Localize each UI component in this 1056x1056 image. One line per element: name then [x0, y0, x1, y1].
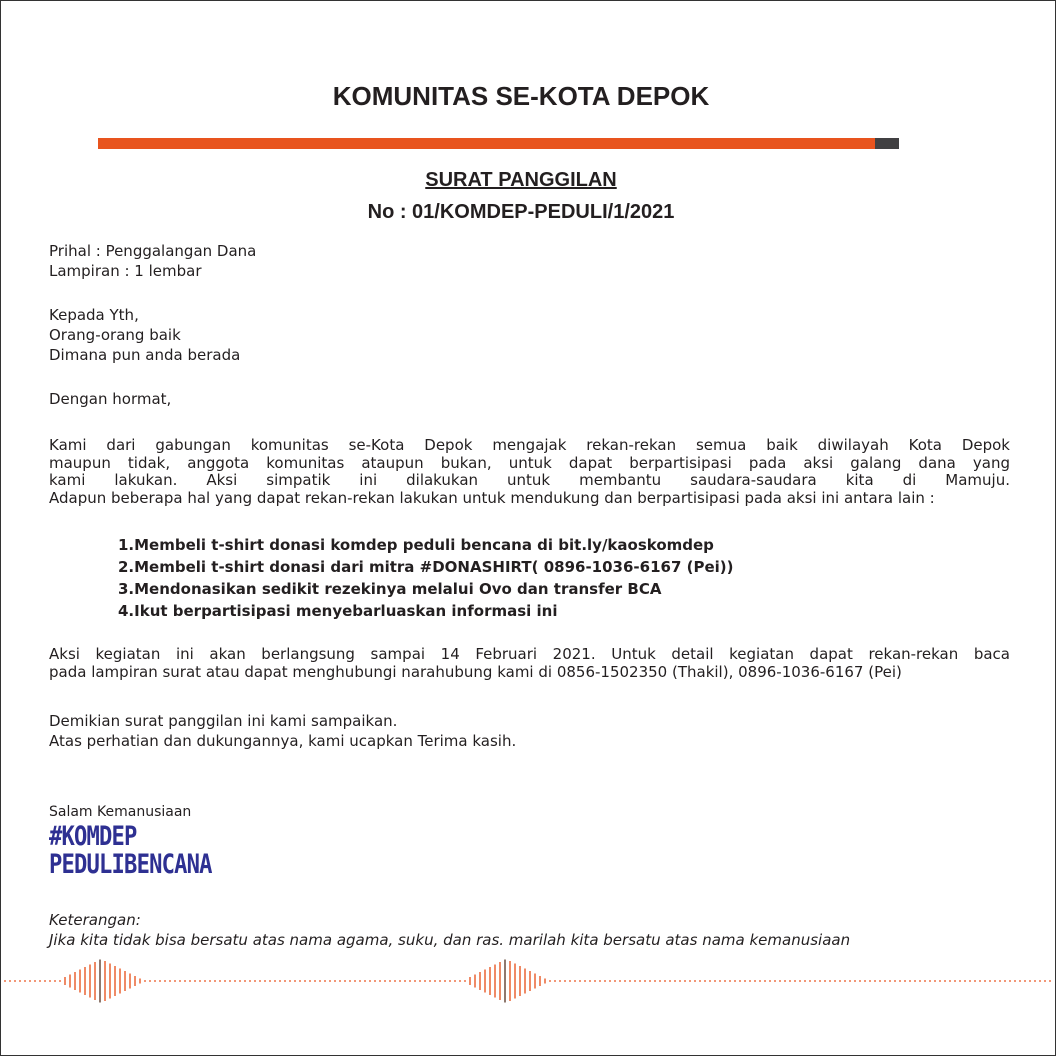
- wave-dot: [919, 980, 921, 982]
- wave-dot: [1049, 980, 1051, 982]
- wave-dot: [224, 980, 226, 982]
- wave-dot: [399, 980, 401, 982]
- wave-dot: [354, 980, 356, 982]
- wave-bar: [139, 979, 141, 984]
- wave-dot: [334, 980, 336, 982]
- wave-dot: [1014, 980, 1016, 982]
- wave-dot: [779, 980, 781, 982]
- wave-dot: [729, 980, 731, 982]
- wave-bar: [114, 966, 116, 996]
- wave-dot: [19, 980, 21, 982]
- wave-dot: [409, 980, 411, 982]
- wave-dot: [674, 980, 676, 982]
- hashtag-logo: [49, 823, 212, 879]
- wave-dot: [634, 980, 636, 982]
- wave-dot: [644, 980, 646, 982]
- wave-dot: [149, 980, 151, 982]
- note-label: Keterangan:: [49, 911, 141, 929]
- wave-dot: [879, 980, 881, 982]
- wave-dot: [744, 980, 746, 982]
- wave-dot: [284, 980, 286, 982]
- wave-dot: [979, 980, 981, 982]
- wave-bar: [119, 969, 121, 994]
- recipient-line: Kepada Yth,: [49, 306, 139, 324]
- wave-dot: [1004, 980, 1006, 982]
- wave-bar: [474, 975, 476, 988]
- wave-bar: [74, 972, 76, 990]
- action-item: 1.Membeli t-shirt donasi komdep peduli bencana di bit.ly/kaoskomdep: [118, 536, 714, 554]
- wave-dot: [894, 980, 896, 982]
- wave-dot: [439, 980, 441, 982]
- recipient-line: Dimana pun anda berada: [49, 346, 241, 364]
- wave-dot: [639, 980, 641, 982]
- organization-title: KOMUNITAS SE-KOTA DEPOK: [332, 81, 710, 111]
- wave-dot: [974, 980, 976, 982]
- detail-line: Aksi kegiatan ini akan berlangsung sampai 14 Februari 2021. Untuk detail kegiatan dapat rekan-rekan baca: [49, 645, 1010, 663]
- wave-dot: [964, 980, 966, 982]
- wave-dot: [849, 980, 851, 982]
- wave-dot: [839, 980, 841, 982]
- wave-dot: [319, 980, 321, 982]
- wave-dot: [189, 980, 191, 982]
- wave-dot: [309, 980, 311, 982]
- wave-dot: [784, 980, 786, 982]
- wave-dot: [244, 980, 246, 982]
- intro-line: Adapun beberapa hal yang dapat rekan-rekan lakukan untuk mendukung dan berpartisipasi pada aksi ini antara lain :: [49, 488, 935, 507]
- wave-dot: [274, 980, 276, 982]
- wave-dot: [229, 980, 231, 982]
- greeting: Dengan hormat,: [49, 390, 172, 408]
- wave-dot: [444, 980, 446, 982]
- wave-dot: [559, 980, 561, 982]
- wave-dot: [904, 980, 906, 982]
- wave-dot: [944, 980, 946, 982]
- wave-dot: [49, 980, 51, 982]
- wave-dot: [859, 980, 861, 982]
- letter-subject: Prihal : Penggalangan Dana: [49, 242, 257, 260]
- wave-bar: [99, 960, 101, 1003]
- wave-dot: [844, 980, 846, 982]
- wave-dot: [969, 980, 971, 982]
- letter-title: SURAT PANGGILAN: [425, 169, 617, 191]
- wave-dot: [629, 980, 631, 982]
- wave-dot: [374, 980, 376, 982]
- wave-dot: [679, 980, 681, 982]
- wave-dot: [289, 980, 291, 982]
- wave-dot: [369, 980, 371, 982]
- wave-dot: [814, 980, 816, 982]
- wave-dot: [829, 980, 831, 982]
- wave-dot: [599, 980, 601, 982]
- wave-bar: [64, 977, 66, 985]
- action-item: 3.Mendonasikan sedikit rezekinya melalui Ovo dan transfer BCA: [118, 580, 662, 598]
- intro-line: Kami dari gabungan komunitas se-Kota Depok mengajak rekan-rekan semua baik diwilayah Kota Depok: [49, 436, 1010, 454]
- wave-bar: [489, 967, 491, 995]
- wave-dot: [984, 980, 986, 982]
- wave-dot: [654, 980, 656, 982]
- wave-dot: [269, 980, 271, 982]
- wave-dot: [219, 980, 221, 982]
- hashtag-line: PEDULIBENCANA: [49, 849, 212, 880]
- wave-dot: [819, 980, 821, 982]
- wave-dot: [209, 980, 211, 982]
- wave-dot: [454, 980, 456, 982]
- wave-dot: [769, 980, 771, 982]
- wave-dot: [604, 980, 606, 982]
- wave-dot: [24, 980, 26, 982]
- sound-wave-decoration: [1, 956, 1055, 1006]
- wave-dot: [434, 980, 436, 982]
- header-divider-bar: [98, 138, 899, 149]
- wave-bar: [539, 976, 541, 986]
- wave-dot: [684, 980, 686, 982]
- wave-dot: [609, 980, 611, 982]
- wave-dot: [429, 980, 431, 982]
- wave-dot: [204, 980, 206, 982]
- wave-bar: [89, 965, 91, 998]
- wave-dot: [569, 980, 571, 982]
- wave-bar: [504, 960, 506, 1003]
- wave-bar: [104, 961, 106, 1001]
- wave-dot: [259, 980, 261, 982]
- wave-dot: [324, 980, 326, 982]
- wave-dot: [1034, 980, 1036, 982]
- wave-bar: [519, 966, 521, 996]
- wave-dot: [749, 980, 751, 982]
- wave-dot: [249, 980, 251, 982]
- wave-bar: [79, 970, 81, 993]
- wave-dot: [864, 980, 866, 982]
- wave-dot: [294, 980, 296, 982]
- wave-bar: [529, 971, 531, 991]
- wave-dot: [254, 980, 256, 982]
- wave-dot: [4, 980, 6, 982]
- wave-dot: [364, 980, 366, 982]
- wave-dot: [934, 980, 936, 982]
- wave-dot: [379, 980, 381, 982]
- wave-dot: [199, 980, 201, 982]
- wave-dot: [314, 980, 316, 982]
- wave-dot: [949, 980, 951, 982]
- wave-dot: [709, 980, 711, 982]
- wave-dot: [414, 980, 416, 982]
- wave-dot: [549, 980, 551, 982]
- divider-orange-segment: [98, 138, 875, 149]
- wave-dot: [624, 980, 626, 982]
- wave-bar: [469, 977, 471, 985]
- wave-dot: [239, 980, 241, 982]
- wave-dot: [774, 980, 776, 982]
- wave-dot: [809, 980, 811, 982]
- signoff: Salam Kemanusiaan: [49, 804, 192, 820]
- wave-dot: [959, 980, 961, 982]
- wave-bar: [494, 965, 496, 998]
- wave-dot: [759, 980, 761, 982]
- wave-dot: [664, 980, 666, 982]
- wave-dot: [909, 980, 911, 982]
- wave-dot: [54, 980, 56, 982]
- wave-dot: [1044, 980, 1046, 982]
- wave-dot: [554, 980, 556, 982]
- wave-dot: [184, 980, 186, 982]
- wave-dot: [1009, 980, 1011, 982]
- wave-dot: [589, 980, 591, 982]
- action-item: 4.Ikut berpartisipasi menyebarluaskan informasi ini: [118, 602, 558, 620]
- wave-dot: [214, 980, 216, 982]
- wave-bar: [534, 974, 536, 989]
- detail-line: pada lampiran surat atau dapat menghubungi narahubung kami di 0856-1502350 (Thakil), 0896-1036-6167 (Pei): [49, 662, 902, 681]
- wave-bar: [509, 961, 511, 1001]
- wave-dot: [424, 980, 426, 982]
- wave-bar: [109, 964, 111, 999]
- wave-dot: [719, 980, 721, 982]
- wave-bars: [4, 960, 1051, 1003]
- wave-dot: [584, 980, 586, 982]
- wave-dot: [464, 980, 466, 982]
- wave-dot: [304, 980, 306, 982]
- intro-paragraph: [49, 437, 1010, 507]
- wave-dot: [34, 980, 36, 982]
- wave-dot: [59, 980, 61, 982]
- wave-dot: [714, 980, 716, 982]
- wave-dot: [339, 980, 341, 982]
- wave-bar: [479, 972, 481, 990]
- wave-dot: [1029, 980, 1031, 982]
- wave-dot: [179, 980, 181, 982]
- intro-line: maupun tidak, anggota komunitas ataupun bukan, untuk dapat berpartisipasi pada aksi galang dana yang: [49, 453, 1010, 472]
- wave-dot: [884, 980, 886, 982]
- wave-dot: [384, 980, 386, 982]
- wave-dot: [564, 980, 566, 982]
- wave-dot: [389, 980, 391, 982]
- wave-bar: [524, 969, 526, 994]
- wave-dot: [154, 980, 156, 982]
- wave-dot: [359, 980, 361, 982]
- wave-dot: [799, 980, 801, 982]
- wave-dot: [724, 980, 726, 982]
- wave-dot: [854, 980, 856, 982]
- intro-line: kami lakukan. Aksi simpatik ini dilakukan untuk membantu saudara-saudara kita di Mamuju.: [49, 471, 1010, 489]
- wave-bar: [129, 974, 131, 989]
- wave-dot: [939, 980, 941, 982]
- wave-bar: [544, 979, 546, 984]
- wave-dot: [344, 980, 346, 982]
- wave-bar: [84, 967, 86, 995]
- wave-dot: [234, 980, 236, 982]
- wave-dot: [44, 980, 46, 982]
- wave-bar: [514, 964, 516, 999]
- wave-dot: [754, 980, 756, 982]
- wave-dot: [594, 980, 596, 982]
- letter-attachment: Lampiran : 1 lembar: [49, 262, 202, 280]
- hashtag-line: #KOMDEP: [49, 821, 137, 852]
- wave-dot: [954, 980, 956, 982]
- wave-dot: [1039, 980, 1041, 982]
- wave-dot: [929, 980, 931, 982]
- wave-dot: [824, 980, 826, 982]
- wave-dot: [329, 980, 331, 982]
- wave-dot: [764, 980, 766, 982]
- wave-dot: [614, 980, 616, 982]
- wave-dot: [889, 980, 891, 982]
- wave-dot: [459, 980, 461, 982]
- recipient-line: Orang-orang baik: [49, 326, 181, 344]
- wave-dot: [404, 980, 406, 982]
- divider-dark-segment: [875, 138, 899, 149]
- wave-dot: [914, 980, 916, 982]
- wave-dot: [1019, 980, 1021, 982]
- wave-dot: [669, 980, 671, 982]
- wave-bar: [69, 975, 71, 988]
- wave-dot: [279, 980, 281, 982]
- wave-dot: [579, 980, 581, 982]
- wave-dot: [619, 980, 621, 982]
- wave-dot: [739, 980, 741, 982]
- wave-bar: [124, 971, 126, 991]
- wave-dot: [394, 980, 396, 982]
- wave-dot: [694, 980, 696, 982]
- wave-dot: [874, 980, 876, 982]
- wave-bar: [499, 962, 501, 1000]
- wave-dot: [804, 980, 806, 982]
- wave-dot: [659, 980, 661, 982]
- wave-dot: [164, 980, 166, 982]
- wave-bar: [134, 976, 136, 986]
- wave-dot: [194, 980, 196, 982]
- wave-dot: [789, 980, 791, 982]
- wave-dot: [704, 980, 706, 982]
- wave-dot: [1024, 980, 1026, 982]
- action-item: 2.Membeli t-shirt donasi dari mitra #DONASHIRT( 0896-1036-6167 (Pei)): [118, 558, 734, 576]
- wave-dot: [349, 980, 351, 982]
- wave-dot: [144, 980, 146, 982]
- wave-dot: [899, 980, 901, 982]
- wave-dot: [9, 980, 11, 982]
- wave-dot: [649, 980, 651, 982]
- detail-paragraph: [49, 646, 1010, 681]
- wave-dot: [989, 980, 991, 982]
- wave-dot: [264, 980, 266, 982]
- wave-dot: [169, 980, 171, 982]
- wave-dot: [299, 980, 301, 982]
- wave-dot: [924, 980, 926, 982]
- wave-dot: [174, 980, 176, 982]
- wave-bar: [484, 970, 486, 993]
- wave-dot: [794, 980, 796, 982]
- wave-dot: [419, 980, 421, 982]
- letter-number: No : 01/KOMDEP-PEDULI/1/2021: [367, 201, 675, 223]
- wave-bar: [94, 962, 96, 1000]
- wave-dot: [574, 980, 576, 982]
- wave-dot: [834, 980, 836, 982]
- wave-dot: [159, 980, 161, 982]
- wave-dot: [14, 980, 16, 982]
- wave-dot: [39, 980, 41, 982]
- wave-dot: [999, 980, 1001, 982]
- note-text: Jika kita tidak bisa bersatu atas nama agama, suku, dan ras. marilah kita bersatu atas nama kemanusiaan: [49, 931, 851, 949]
- wave-dot: [994, 980, 996, 982]
- closing-line: Demikian surat panggilan ini kami sampaikan.: [49, 712, 398, 730]
- action-list: [118, 534, 734, 622]
- wave-dot: [449, 980, 451, 982]
- wave-dot: [734, 980, 736, 982]
- wave-dot: [29, 980, 31, 982]
- closing-line: Atas perhatian dan dukungannya, kami ucapkan Terima kasih.: [49, 732, 517, 750]
- wave-dot: [699, 980, 701, 982]
- wave-dot: [689, 980, 691, 982]
- wave-dot: [869, 980, 871, 982]
